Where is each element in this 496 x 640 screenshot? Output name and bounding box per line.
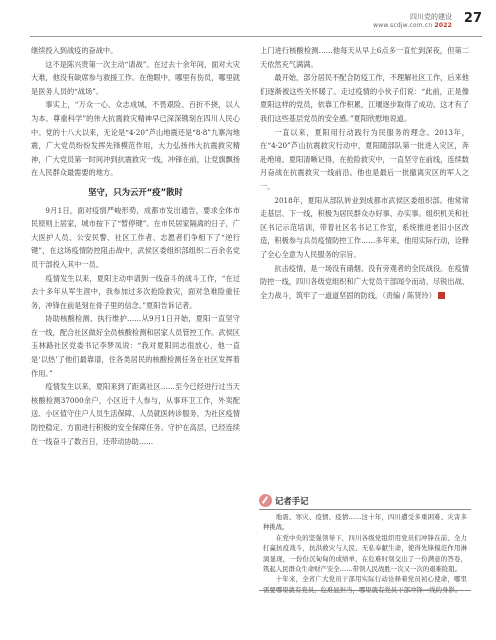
paragraph: 疫情发生以来，夏阳来到了距离社区……至今已经进行过当天核酸检测37000余户，小区近千人参与，从事环卫工作，外卖配送、小区值守住户人员生活保障、人员就医转诊服务，为社区疫情防控稳定、方面进行积极的安全保障任务。守护在高层，已经连续在一线奋斗了数百日，还带动协助…… [31,382,240,446]
journal-url-text: www.scdjw.com.cn [373,22,435,29]
journal-url [373,22,452,29]
paragraph: 疫情发生以来，夏阳主动申请到一线奋斗的战斗工作，“在过去十多年从军生涯中，我参加过多次抢险救灾，面对急难险重任务，冲锋在前是刻在骨子里的信念。”夏阳告诉记者。 [31,273,240,310]
paragraph: 2018年，夏阳从部队转业到成都市武侯区委组织部。他常常走基层、下一线，积极为居民群众办好事、办实事。组织机关和社区书记示范培训，带着社区名书记工作室，系统推进老旧小区改造，积极参与兵员疫情防控工作……多年来，他用实际行动，诠释了全心全意为人民服务的宗旨。 [260,195,469,259]
notes-paragraph: 在党中央的坚强领导下，四川各级党组织用党员们冲锋在前、全力打赢抗疫战斗，抗洪救灾与人民、无私奉献生命，使得先锋模范作用淋漓显现，一份份沉甸甸的成绩单，在危难时刻交出了一份满意的答卷，筑起人民群众生命财产安全……带领人民战胜一次又一次的艰难险阻。 [263,533,467,574]
page-header [262,8,482,34]
right-column [260,44,469,302]
journal-name: 四川党的建设 [410,13,452,21]
editor-credit: （责编 / 陈贤玲） [382,290,436,300]
paragraph: 继续投入到战疫的奋战中。 [31,46,118,55]
notes-body [263,512,467,595]
notes-title: 记者手记 [275,495,309,506]
left-column [31,44,240,448]
paragraph-text: 抗击疫情，是一场没有硝烟、没有旁观者的全民战役。在疫情防控一线，四川各级党组织和广大党员干部闻令而动、尽锐出战、全力战斗，筑牢了一道道坚固的防线。 [260,263,469,300]
notes-divider [259,509,471,510]
section-title: 坚守，只为云开“疫”散时 [88,186,183,197]
journal-year: 2022 [434,22,452,29]
notes-bottom-divider [259,590,471,591]
notes-paragraph: 地震、寒灾、疫情、疫情……这十年，四川遭受多重困难、灾害多种挑战。 [263,513,467,532]
paragraph: 事实上，“万众一心、众志成城，不畏艰险、百折不挠，以人为本、尊重科学”的伟大抗震救灾精神早已深深镌刻在四川人民心中。党的十八大以来，无论是“4·20”芦山地震还是“8·8”九寨沟地震，广大党员纷纷发挥先锋模范作用，大力弘扬伟大抗震救灾精神，广大党员第一时间冲到抗震救灾一线，冲锋在前，让党旗飘扬在人民群众最需要的地方。 [31,100,240,178]
page-number: 27 [463,11,482,26]
paragraph: 这不是陈兴贵第一次主动“请战”。在过去十余年间，面对大灾大难，他没有缺席参与救援工作。在他眼中，哪里有伤员，哪里就是医务人员的“战场”。 [31,59,240,96]
paragraph: 9月1日，面对疫情严峻形势，成都市发出通告，要求全体市民原则上居家，城市按下了“暂停键”。在市民居家隔离的日子，广大医护人员、公安民警、社区工作者、志愿者们争相下了“逆行键”，在这场疫情防控阻击战中，武侯区委组织部组织二百余名党员干部投入其中一员。 [31,205,240,269]
notes-paragraph: 十年来，全省广大党员干部用实际行动诠释着党员初心使命，哪里 [275,575,467,584]
paragraph: 上门进行核酸检测……他每天从早上6点多一直忙到深夜，但第二天依然充气满满。 [260,46,469,69]
paragraph: 一直以来，夏阳用行动践行为民服务的理念。2013年，在“4·20”芦山抗震救灾行动中，夏阳随部队第一批进入灾区，奔赴绝境。夏阳清晰记得，在抢险救灾中，一直坚守在前线，连续数月奋战在抗震救灾一线前沿。他也是最后一批撤离灾区的军人之一。 [260,127,469,191]
reporter-notes-box [259,493,471,591]
paragraph: 协助核酸检测、执行维护……从9月1日开始，夏阳一直坚守在一线，配合社区做好全员核酸检测和居家人员管控工作。武侯区玉林路社区党委书记李梦凤说：“我对夏阳同志很放心，他一直是‘以热’了他们最靠谱，住各类居民的核酸检测任务在社区发挥着作用。” [31,314,240,378]
pen-icon [259,494,272,507]
notes-heading [259,493,309,508]
paragraph [260,262,469,303]
header-divider [30,36,482,37]
end-mark-icon [438,292,445,299]
paragraph: 最开始，部分居民不配合防疫工作，不理解社区工作，后来他们逐渐被这些关怀暖了。走过疫情的小伙子们说：“此前，正是像夏阳这样的党员，依靠工作积累，江堰逐步取得了成功，这才有了我们这些基层党员的安全感。”夏阳欣慰地说道。 [260,73,469,123]
